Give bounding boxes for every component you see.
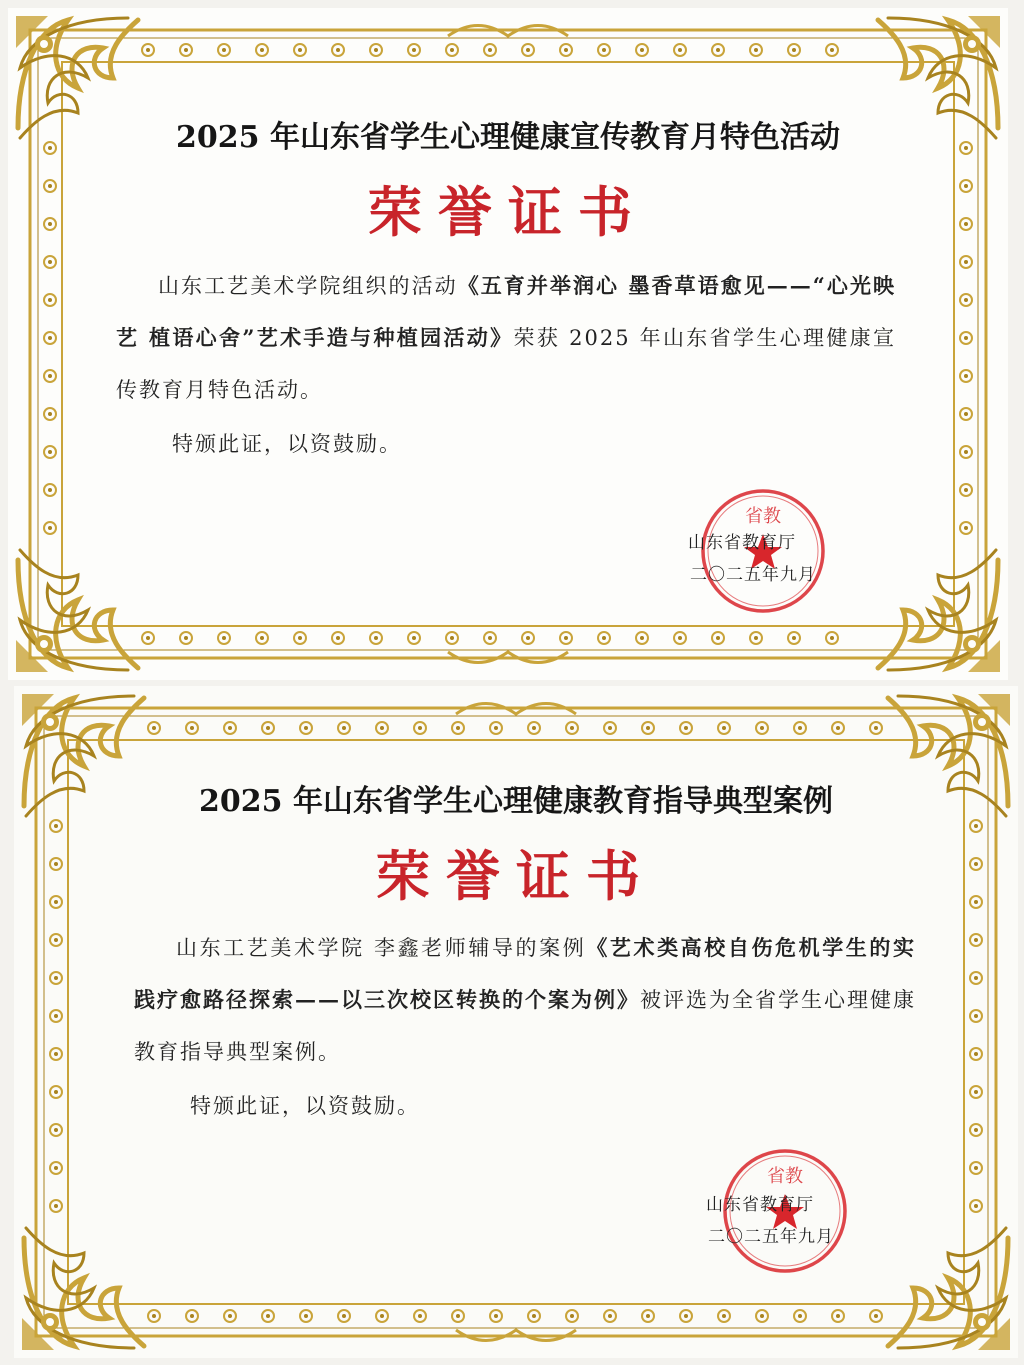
activity-name: 《五育并举润心 墨香草语愈见——“心光映艺 植语心舍”艺术手造与种植园活动》 <box>116 273 897 350</box>
seal-text: 省教 <box>767 1166 803 1187</box>
closing-line: 特颁此证，以资鼓励。 <box>190 1094 420 1118</box>
certificate-title: 2025 年山东省学生心理健康教育指导典型案例 <box>199 784 833 819</box>
body-lead: 山东工艺美术学院 李鑫老师辅导的案例 <box>176 936 587 960</box>
body-tail: 荣获 2025 年山东省学生心理健康宣传教育月特色活动。 <box>116 326 897 402</box>
certificate-2 <box>14 686 1018 1358</box>
closing-line: 特颁此证，以资鼓励。 <box>172 432 402 456</box>
body-lead: 山东工艺美术学院组织的活动 <box>158 274 458 298</box>
issue-date: 二〇二五年九月 <box>708 1227 834 1247</box>
certificate-heading: 荣誉证书 <box>376 844 656 908</box>
issuer-name: 山东省教育厅 <box>688 533 796 553</box>
certificate-heading: 荣誉证书 <box>368 180 648 244</box>
case-name: 《艺术类高校自伤危机学生的实践疗愈路径探索——以三次校区转换的个案为例》 <box>134 935 916 1012</box>
seal-text: 省教 <box>745 506 781 527</box>
certificate-title: 2025 年山东省学生心理健康宣传教育月特色活动 <box>176 120 840 155</box>
body-tail: 被评选为全省学生心理健康教育指导典型案例。 <box>134 988 916 1064</box>
certificate-body <box>116 260 896 416</box>
issuer-name: 山东省教育厅 <box>706 1195 814 1215</box>
issue-date: 二〇二五年九月 <box>690 565 816 585</box>
certificate-body <box>134 922 916 1078</box>
certificate-1 <box>8 8 1008 680</box>
